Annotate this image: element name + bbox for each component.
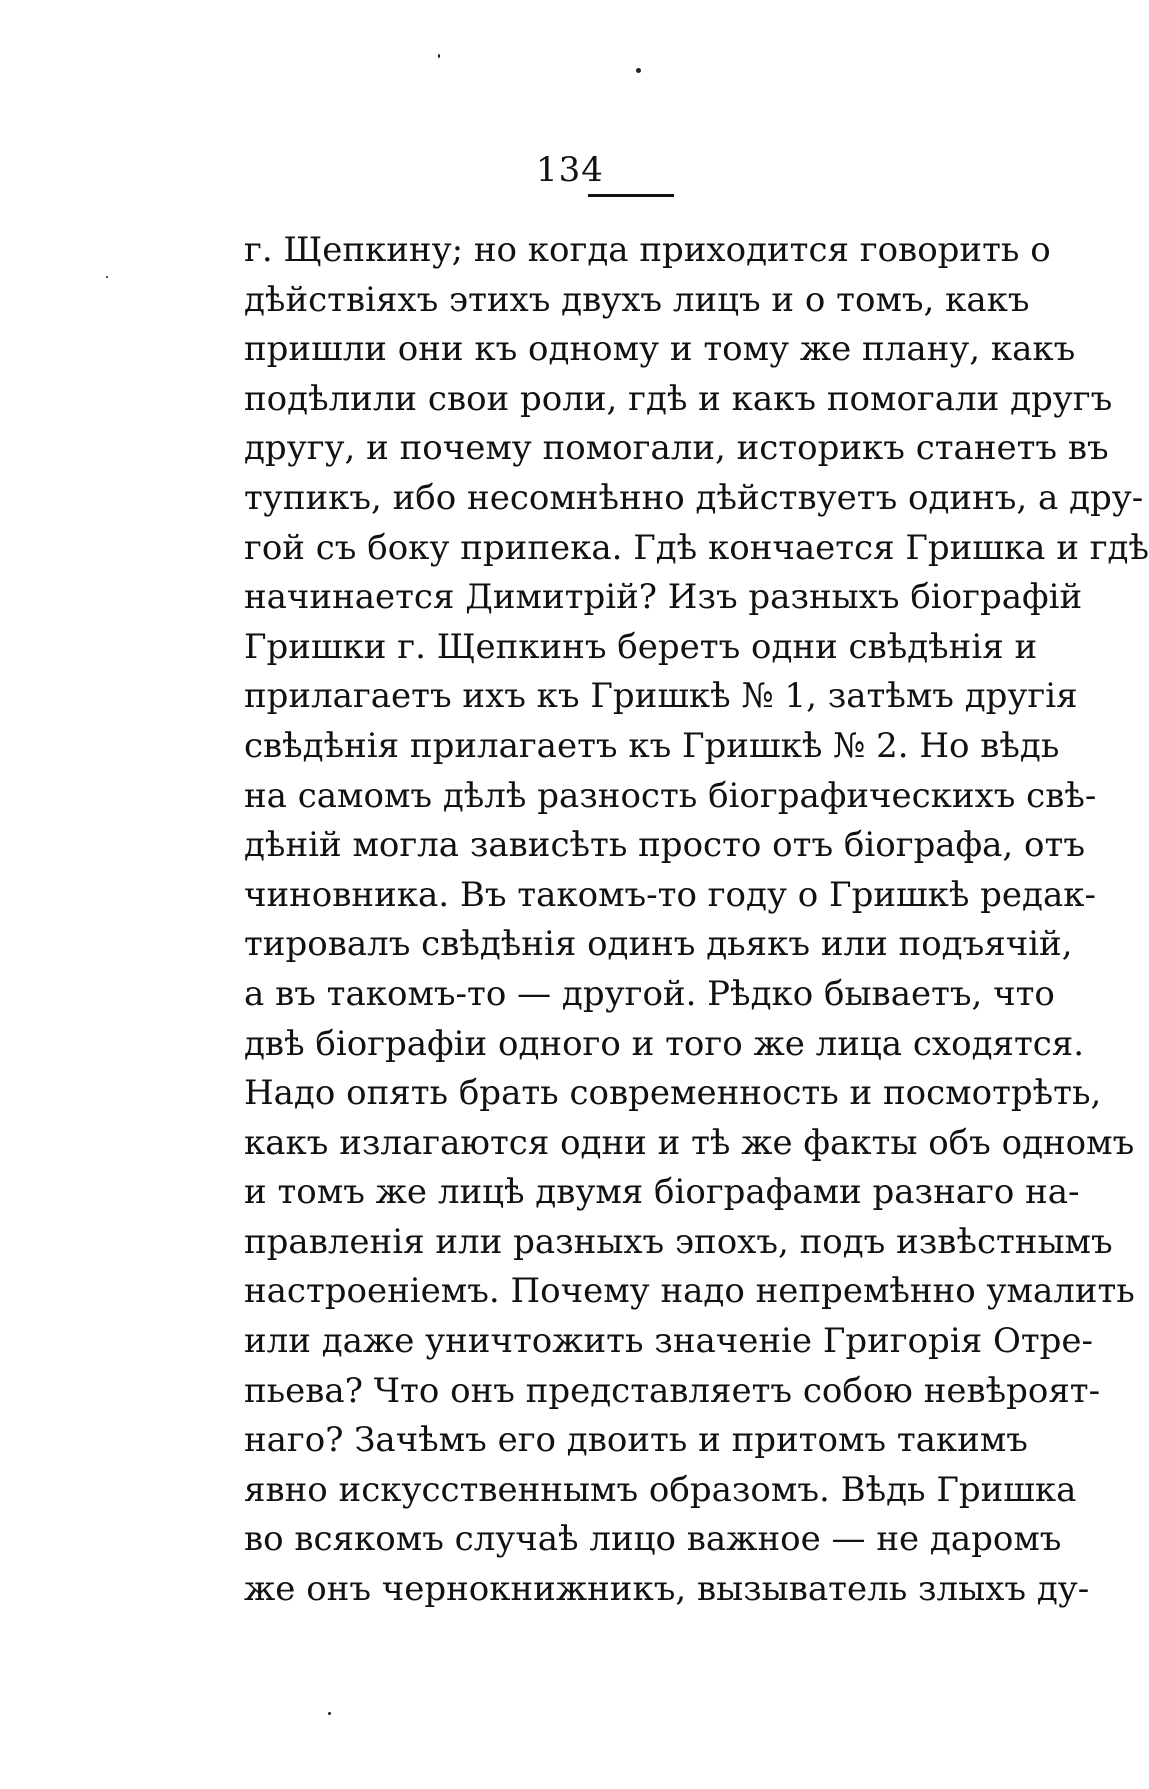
text-line: дѣйствіяхъ этихъ двухъ лицъ и о томъ, какъ xyxy=(244,279,1030,320)
text-line: Надо опять брать современность и посмотрѣть, xyxy=(244,1073,1102,1114)
text-line: г. Щепкину; но когда приходится говорить о xyxy=(244,230,1051,270)
scan-speck-top-left xyxy=(438,54,440,58)
text-line: другу, и почему помогали, историкъ станетъ въ xyxy=(244,428,1109,469)
text-line: наго? Зачѣмъ его двоить и притомъ такимъ xyxy=(244,1420,1028,1461)
text-line: во всякомъ случаѣ лицо важное — не даромъ xyxy=(244,1519,1062,1560)
text-line: Гришки г. Щепкинъ беретъ одни свѣдѣнія и xyxy=(244,626,1038,667)
text-line: настроеніемъ. Почему надо непремѣнно умалить xyxy=(244,1271,1135,1312)
text-line: чиновника. Въ такомъ-то году о Гришкѣ редак- xyxy=(244,874,1096,915)
text-line: прилагаетъ ихъ къ Гришкѣ № 1, затѣмъ другія xyxy=(244,676,1078,717)
text-line: и томъ же лицѣ двумя біографами разнаго на- xyxy=(244,1172,1080,1213)
text-line: явно искусственнымъ образомъ. Вѣдь Гришка xyxy=(244,1469,1077,1510)
text-line: правленія или разныхъ эпохъ, подъ извѣстнымъ xyxy=(244,1221,1113,1262)
page-number: 134 xyxy=(536,150,604,190)
text-line: а въ такомъ-то — другой. Рѣдко бываетъ, что xyxy=(244,973,1055,1014)
scan-speck-left xyxy=(106,276,108,278)
text-line: же онъ чернокнижникъ, вызыватель злыхъ ду- xyxy=(244,1569,1090,1610)
body-text xyxy=(244,226,1149,1615)
scan-speck-top xyxy=(636,68,641,73)
text-line: пришли они къ одному и тому же плану, какъ xyxy=(244,329,1076,370)
text-line: тупикъ, ибо несомнѣнно дѣйствуетъ одинъ, а дру- xyxy=(244,477,1144,518)
text-line: начинается Димитрій? Изъ разныхъ біографій xyxy=(244,577,1083,618)
text-line: гой съ боку припека. Гдѣ кончается Гришка и гдѣ xyxy=(244,527,1149,568)
text-line: пьева? Что онъ представляетъ собою невѣроят- xyxy=(244,1370,1101,1411)
text-line: свѣдѣнія прилагаетъ къ Гришкѣ № 2. Но вѣдь xyxy=(244,725,1060,766)
text-line: или даже уничтожить значеніе Григорія Отре- xyxy=(244,1321,1094,1362)
text-line: подѣлили свои роли, гдѣ и какъ помогали другъ xyxy=(244,378,1113,419)
text-line: дѣній могла зависѣть просто отъ біографа, отъ xyxy=(244,825,1085,866)
text-line: на самомъ дѣлѣ разность біографическихъ свѣ- xyxy=(244,775,1097,816)
text-line: какъ излагаются одни и тѣ же факты объ одномъ xyxy=(244,1122,1135,1163)
text-line: тировалъ свѣдѣнія одинъ дьякъ или подъячій, xyxy=(244,924,1073,965)
text-line: двѣ біографіи одного и того же лица сходятся. xyxy=(244,1023,1085,1064)
page-number-rule xyxy=(588,194,674,197)
scan-speck-bottom xyxy=(328,1712,331,1715)
